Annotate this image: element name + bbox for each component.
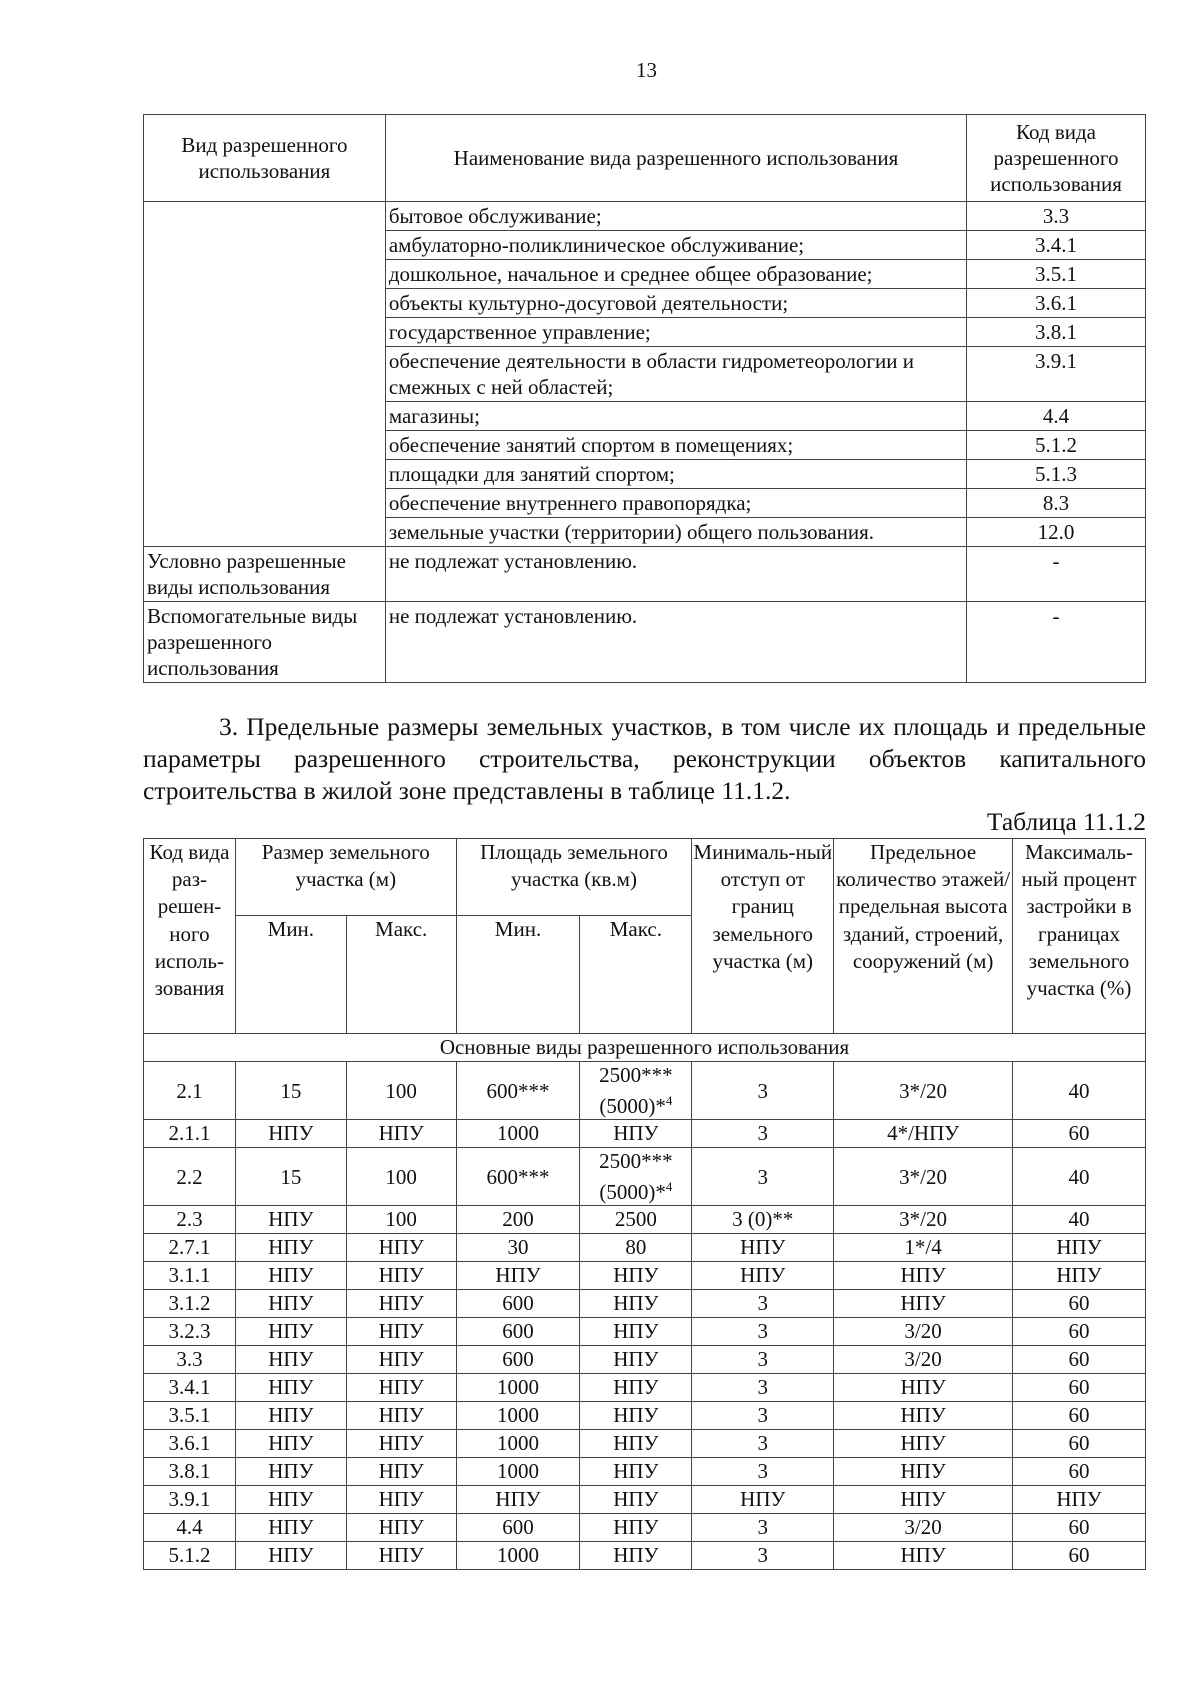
table-row [144, 1486, 1146, 1514]
cell-size-max: НПУ [346, 1318, 456, 1346]
use-name-cell: обеспечение деятельности в области гидрометеорологии и смежных с ней областей; [385, 347, 966, 402]
cell-floors: НПУ [834, 1374, 1013, 1402]
cell-area-min: 1000 [456, 1402, 580, 1430]
use-type-cell: Условно разрешенные виды использования [144, 547, 386, 602]
header-plot-size: Размер земельного участка (м) [235, 839, 456, 916]
cell-offset: 3 [692, 1062, 834, 1120]
paragraph-3: 3. Предельные размеры земельных участков, в том числе их площадь и предельные параметры разрешенного строительства, реконструкции объектов капитального строительства в жилой зоне представлены в таблице 11.1.2. [143, 712, 1146, 805]
cell-code: 3.9.1 [144, 1486, 236, 1514]
cell-offset: 3 [692, 1402, 834, 1430]
table-row [144, 1514, 1146, 1542]
cell-percent: НПУ [1013, 1262, 1146, 1290]
header-area-max: Макс. [580, 916, 692, 1034]
cell-size-min: 15 [235, 1062, 346, 1120]
use-name-cell: не подлежат установлению. [385, 547, 966, 602]
cell-area-max: НПУ [580, 1290, 692, 1318]
cell-percent: 60 [1013, 1318, 1146, 1346]
table-row [144, 1290, 1146, 1318]
cell-size-min: НПУ [235, 1318, 346, 1346]
table-row [144, 1374, 1146, 1402]
cell-offset: 3 (0)** [692, 1206, 834, 1234]
cell-size-max: НПУ [346, 1458, 456, 1486]
cell-floors: НПУ [834, 1402, 1013, 1430]
use-code-cell: 3.9.1 [967, 347, 1146, 402]
cell-area-max: НПУ [580, 1120, 692, 1148]
parameters-table [143, 838, 1146, 1570]
cell-size-min: НПУ [235, 1262, 346, 1290]
cell-area-min: 600*** [456, 1062, 580, 1120]
cell-code: 2.2 [144, 1148, 236, 1206]
cell-size-max: 100 [346, 1148, 456, 1206]
table-row [144, 1120, 1146, 1148]
cell-size-max: НПУ [346, 1486, 456, 1514]
header-use-name: Наименование вида разрешенного использования [385, 115, 966, 202]
cell-offset: 3 [692, 1120, 834, 1148]
cell-percent: 60 [1013, 1346, 1146, 1374]
cell-code: 4.4 [144, 1514, 236, 1542]
section-title: Основные виды разрешенного использования [144, 1034, 1146, 1062]
use-code-cell: 5.1.3 [967, 460, 1146, 489]
table-row-auxiliary [144, 602, 1146, 683]
cell-floors: НПУ [834, 1262, 1013, 1290]
cell-floors: НПУ [834, 1458, 1013, 1486]
use-code-cell: 3.4.1 [967, 231, 1146, 260]
cell-area-min: 200 [456, 1206, 580, 1234]
cell-area-max: НПУ [580, 1318, 692, 1346]
table-row-conditional [144, 547, 1146, 602]
use-code-cell: 3.6.1 [967, 289, 1146, 318]
cell-percent: 40 [1013, 1062, 1146, 1120]
header-size-max: Макс. [346, 916, 456, 1034]
header-use-type: Вид разрешенного использования [144, 115, 386, 202]
use-name-cell: дошкольное, начальное и среднее общее образование; [385, 260, 966, 289]
header-area-min: Мин. [456, 916, 580, 1034]
cell-floors: 3/20 [834, 1318, 1013, 1346]
use-code-cell: 8.3 [967, 489, 1146, 518]
cell-code: 3.1.1 [144, 1262, 236, 1290]
cell-code: 3.8.1 [144, 1458, 236, 1486]
use-name-cell: земельные участки (территории) общего пользования. [385, 518, 966, 547]
footnote-marker: 4 [665, 1179, 673, 1194]
cell-code: 3.6.1 [144, 1430, 236, 1458]
cell-code: 5.1.2 [144, 1542, 236, 1570]
use-code-cell: 12.0 [967, 518, 1146, 547]
cell-percent: 60 [1013, 1514, 1146, 1542]
cell-offset: 3 [692, 1148, 834, 1206]
cell-area-max: НПУ [580, 1486, 692, 1514]
page-number: 13 [636, 58, 657, 82]
cell-percent: 60 [1013, 1430, 1146, 1458]
cell-floors: 3*/20 [834, 1206, 1013, 1234]
use-name-cell: амбулаторно-поликлиническое обслуживание; [385, 231, 966, 260]
table-row [144, 1430, 1146, 1458]
cell-code: 3.2.3 [144, 1318, 236, 1346]
cell-area-max: НПУ [580, 1458, 692, 1486]
table-row [144, 1062, 1146, 1120]
cell-size-max: 100 [346, 1206, 456, 1234]
use-code-cell: 3.3 [967, 202, 1146, 231]
table-row [144, 1318, 1146, 1346]
cell-size-min: НПУ [235, 1346, 346, 1374]
header-size-min: Мин. [235, 916, 346, 1034]
cell-percent: 60 [1013, 1458, 1146, 1486]
cell-size-min: НПУ [235, 1290, 346, 1318]
header-plot-area: Площадь земельного участка (кв.м) [456, 839, 692, 916]
cell-percent: НПУ [1013, 1486, 1146, 1514]
cell-area-min: НПУ [456, 1486, 580, 1514]
table-row [144, 1458, 1146, 1486]
use-name-cell: бытовое обслуживание; [385, 202, 966, 231]
cell-area-min: 600*** [456, 1148, 580, 1206]
area-max-alt-text: (5000)* [599, 1180, 666, 1204]
table-row [144, 1262, 1146, 1290]
cell-area-min: 600 [456, 1290, 580, 1318]
cell-area-max: НПУ [580, 1430, 692, 1458]
header-code: Код вида раз-решен-ного исполь-зования [144, 839, 236, 1034]
cell-floors: 3/20 [834, 1346, 1013, 1374]
cell-offset: НПУ [692, 1234, 834, 1262]
cell-area-min: 30 [456, 1234, 580, 1262]
cell-offset: 3 [692, 1514, 834, 1542]
cell-floors: 3*/20 [834, 1062, 1013, 1120]
cell-offset: 3 [692, 1318, 834, 1346]
use-code-cell: - [967, 602, 1146, 683]
cell-size-min: НПУ [235, 1458, 346, 1486]
use-code-cell: 4.4 [967, 402, 1146, 431]
table-row [144, 1402, 1146, 1430]
header-use-code: Код вида разрешенного использования [967, 115, 1146, 202]
cell-floors: 3*/20 [834, 1148, 1013, 1206]
cell-offset: 3 [692, 1458, 834, 1486]
section-row [144, 1034, 1146, 1062]
cell-floors: 3/20 [834, 1514, 1013, 1542]
table-header-row [144, 115, 1146, 202]
cell-floors: НПУ [834, 1486, 1013, 1514]
cell-floors: НПУ [834, 1290, 1013, 1318]
cell-percent: 60 [1013, 1120, 1146, 1148]
use-code-cell: 3.8.1 [967, 318, 1146, 347]
cell-area-min: 1000 [456, 1374, 580, 1402]
cell-size-min: НПУ [235, 1430, 346, 1458]
area-max-alt-value [582, 1088, 689, 1119]
cell-code: 2.7.1 [144, 1234, 236, 1262]
cell-size-max: НПУ [346, 1514, 456, 1542]
cell-size-min: НПУ [235, 1374, 346, 1402]
use-name-cell: магазины; [385, 402, 966, 431]
cell-floors: НПУ [834, 1542, 1013, 1570]
cell-size-min: НПУ [235, 1206, 346, 1234]
cell-size-min: НПУ [235, 1234, 346, 1262]
cell-size-min: НПУ [235, 1402, 346, 1430]
cell-size-max: НПУ [346, 1120, 456, 1148]
cell-floors: 4*/НПУ [834, 1120, 1013, 1148]
cell-size-max: НПУ [346, 1430, 456, 1458]
cell-area-max: НПУ [580, 1402, 692, 1430]
footnote-marker: 4 [665, 1093, 673, 1108]
header-build-percent: Максималь-ный процент застройки в границах земельного участка (%) [1013, 839, 1146, 1034]
cell-area-max: НПУ [580, 1542, 692, 1570]
cell-area-max [580, 1062, 692, 1120]
cell-area-max: 2500 [580, 1206, 692, 1234]
cell-floors: 1*/4 [834, 1234, 1013, 1262]
area-max-value: 2500*** [599, 1149, 673, 1173]
table-row [144, 1234, 1146, 1262]
cell-size-max: НПУ [346, 1234, 456, 1262]
cell-area-min: 600 [456, 1514, 580, 1542]
table-header-row [144, 839, 1146, 916]
cell-size-min: НПУ [235, 1486, 346, 1514]
use-code-cell: 3.5.1 [967, 260, 1146, 289]
area-max-value: 2500*** [599, 1063, 673, 1087]
cell-offset: 3 [692, 1374, 834, 1402]
table-row [144, 202, 1146, 231]
cell-code: 3.5.1 [144, 1402, 236, 1430]
table-row [144, 1542, 1146, 1570]
cell-offset: 3 [692, 1346, 834, 1374]
cell-area-max: НПУ [580, 1514, 692, 1542]
use-code-cell: - [967, 547, 1146, 602]
cell-percent: 60 [1013, 1402, 1146, 1430]
area-max-alt-text: (5000)* [599, 1094, 666, 1118]
cell-percent: 60 [1013, 1542, 1146, 1570]
cell-size-min: 15 [235, 1148, 346, 1206]
cell-offset: 3 [692, 1542, 834, 1570]
cell-code: 2.1.1 [144, 1120, 236, 1148]
table-row [144, 1346, 1146, 1374]
cell-size-max: НПУ [346, 1346, 456, 1374]
cell-size-max: НПУ [346, 1374, 456, 1402]
cell-area-min: 600 [456, 1318, 580, 1346]
use-name-cell: обеспечение внутреннего правопорядка; [385, 489, 966, 518]
cell-area-max [580, 1148, 692, 1206]
cell-area-min: НПУ [456, 1262, 580, 1290]
cell-area-min: 1000 [456, 1430, 580, 1458]
cell-area-max: 80 [580, 1234, 692, 1262]
cell-size-max: НПУ [346, 1402, 456, 1430]
cell-size-max: НПУ [346, 1290, 456, 1318]
group-main-empty [144, 202, 386, 547]
cell-area-min: 1000 [456, 1458, 580, 1486]
cell-size-max: НПУ [346, 1542, 456, 1570]
table-caption: Таблица 11.1.2 [986, 807, 1146, 836]
cell-offset: НПУ [692, 1262, 834, 1290]
use-name-cell: обеспечение занятий спортом в помещениях; [385, 431, 966, 460]
cell-code: 3.1.2 [144, 1290, 236, 1318]
cell-percent: 60 [1013, 1374, 1146, 1402]
cell-percent: НПУ [1013, 1234, 1146, 1262]
cell-area-min: 1000 [456, 1542, 580, 1570]
permitted-use-table [143, 114, 1146, 683]
cell-size-min: НПУ [235, 1514, 346, 1542]
table-row [144, 1148, 1146, 1206]
cell-offset: 3 [692, 1430, 834, 1458]
cell-floors: НПУ [834, 1430, 1013, 1458]
use-type-cell: Вспомогательные виды разрешенного использования [144, 602, 386, 683]
cell-code: 2.1 [144, 1062, 236, 1120]
cell-offset: НПУ [692, 1486, 834, 1514]
cell-offset: 3 [692, 1290, 834, 1318]
header-min-offset: Минималь-ный отступ от границ земельного участка (м) [692, 839, 834, 1034]
cell-code: 3.3 [144, 1346, 236, 1374]
area-max-alt-value [582, 1174, 689, 1205]
use-name-cell: объекты культурно-досуговой деятельности; [385, 289, 966, 318]
cell-area-max: НПУ [580, 1346, 692, 1374]
cell-size-max: НПУ [346, 1262, 456, 1290]
use-name-cell: государственное управление; [385, 318, 966, 347]
cell-percent: 40 [1013, 1206, 1146, 1234]
cell-area-min: 600 [456, 1346, 580, 1374]
cell-size-max: 100 [346, 1062, 456, 1120]
cell-area-max: НПУ [580, 1262, 692, 1290]
cell-area-min: 1000 [456, 1120, 580, 1148]
cell-area-max: НПУ [580, 1374, 692, 1402]
use-code-cell: 5.1.2 [967, 431, 1146, 460]
use-name-cell: площадки для занятий спортом; [385, 460, 966, 489]
table-row [144, 1206, 1146, 1234]
cell-percent: 60 [1013, 1290, 1146, 1318]
cell-size-min: НПУ [235, 1542, 346, 1570]
cell-code: 2.3 [144, 1206, 236, 1234]
cell-size-min: НПУ [235, 1120, 346, 1148]
use-name-cell: не подлежат установлению. [385, 602, 966, 683]
header-floors-height: Предельное количество этажей/ предельная высота зданий, строений, сооружений (м) [834, 839, 1013, 1034]
cell-code: 3.4.1 [144, 1374, 236, 1402]
cell-percent: 40 [1013, 1148, 1146, 1206]
